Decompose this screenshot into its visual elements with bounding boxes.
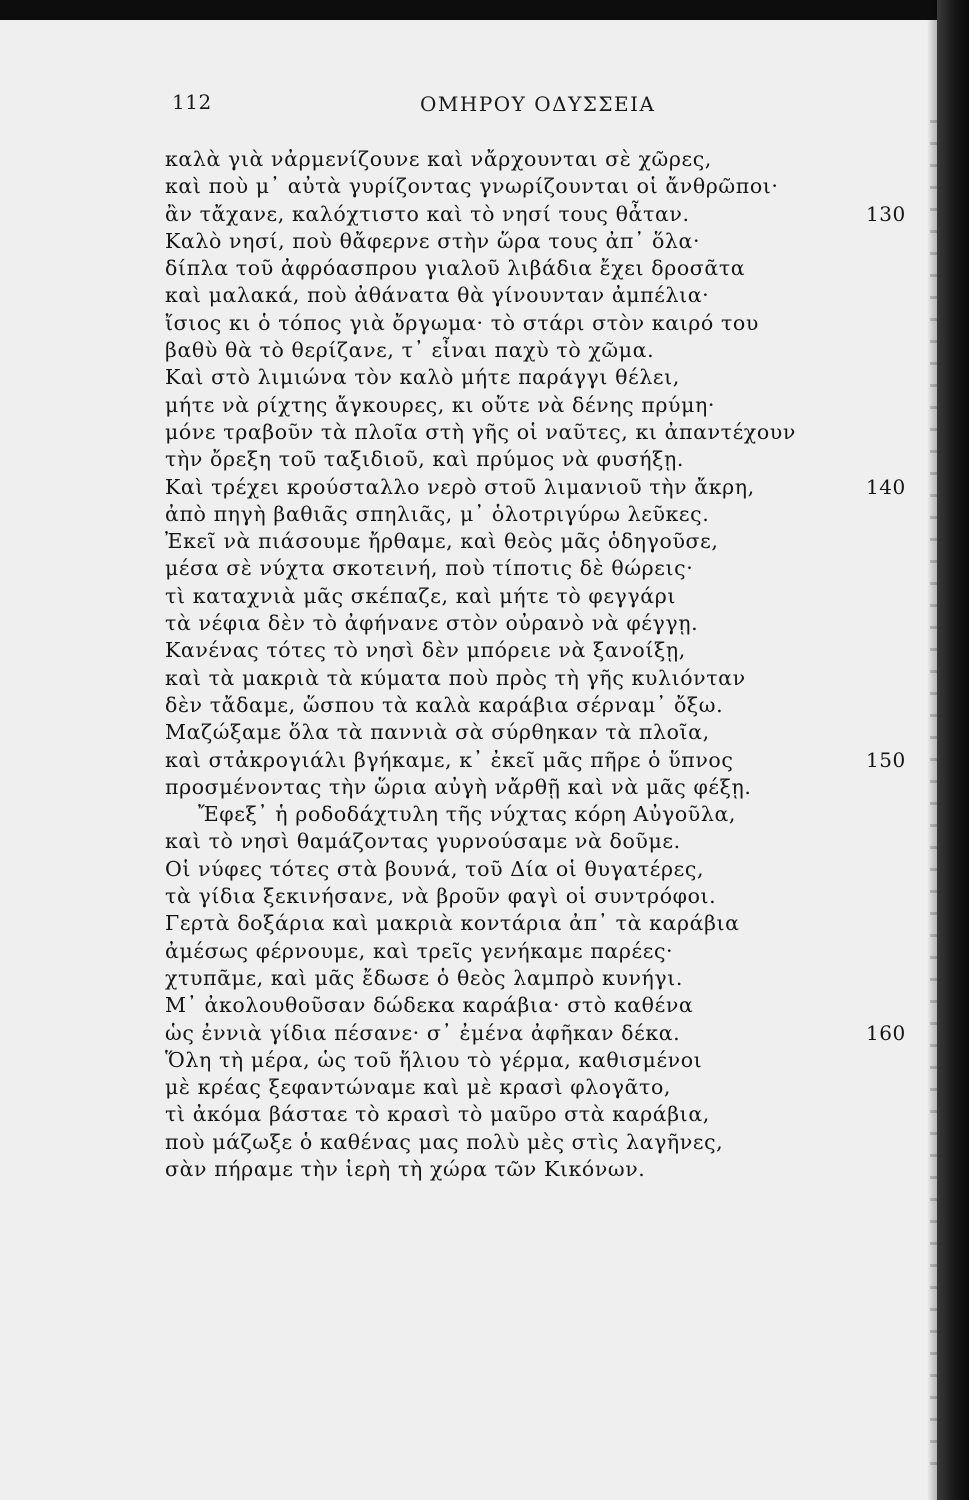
verse-line xyxy=(0,173,937,200)
verse-text: καὶ ποὺ μ᾿ αὐτὰ γυρίζοντας γνωρίζουνται οἱ ἄνθρῶποι· xyxy=(165,174,779,199)
verse-text: Γερτὰ δοξάρια καὶ μακριὰ κοντάρια ἀπ᾿ τὰ καράβια xyxy=(165,911,740,936)
verse-line xyxy=(0,201,937,228)
verse-text: Καλὸ νησί, ποὺ θἄφερνε στὴν ὥρα τους ἀπ᾿ ὅλα· xyxy=(165,228,701,253)
verse-line xyxy=(0,228,937,255)
line-number: 130 xyxy=(866,201,906,226)
verse-line xyxy=(0,828,937,855)
verse-list xyxy=(0,146,937,1183)
verse-text: τὴν ὄρεξη τοῦ ταξιδιοῦ, καὶ πρύμος νὰ φυσήξῃ. xyxy=(165,447,684,472)
verse-text: Ἐκεῖ νὰ πιάσουμε ἤρθαμε, καὶ θεὸς μᾶς ὁδηγοῦσε, xyxy=(165,529,719,554)
verse-text: Καὶ τρέχει κρούσταλλο νερὸ στοῦ λιμανιοῦ τὴν ἄκρη, xyxy=(165,474,755,499)
verse-line xyxy=(0,910,937,937)
verse-text: Ὅλη τὴ μέρα, ὡς τοῦ ἥλιου τὸ γέρμα, καθισμένοι xyxy=(165,1047,703,1072)
verse-line xyxy=(0,883,937,910)
verse-text: μέσα σὲ νύχτα σκοτεινή, ποὺ τίποτις δὲ θώρεις· xyxy=(165,556,694,581)
verse-line xyxy=(0,938,937,965)
verse-line xyxy=(0,719,937,746)
verse-text: τὶ καταχνιὰ μᾶς σκέπαζε, καὶ μήτε τὸ φεγγάρι xyxy=(165,583,676,608)
verse-line xyxy=(0,747,937,774)
line-number: 160 xyxy=(866,1020,906,1045)
verse-text: ἴσιος κι ὁ τόπος γιὰ ὄργωμα· τὸ στάρι στὸν καιρό του xyxy=(165,310,759,335)
verse-line xyxy=(0,965,937,992)
verse-text: ἀμέσως φέρνουμε, καὶ τρεῖς γενήκαμε παρέες· xyxy=(165,938,674,963)
verse-text: καὶ μαλακά, ποὺ ἀθάνατα θὰ γίνουνταν ἀμπέλια· xyxy=(165,283,710,308)
verse-text: Κανένας τότες τὸ νησὶ δὲν μπόρειε νὰ ξανοίξῃ, xyxy=(165,638,686,663)
page-number: 112 xyxy=(172,90,212,114)
verse-text: μόνε τραβοῦν τὰ πλοῖα στὴ γῆς οἱ ναῦτες, κι ἀπαντέχουν xyxy=(165,419,796,444)
verse-text: προσμένοντας τὴν ὥρια αὐγὴ νἄρθῇ καὶ νὰ μᾶς φέξῃ. xyxy=(165,774,752,799)
verse-line xyxy=(0,1047,937,1074)
verse-text: Οἱ νύφες τότες στὰ βουνά, τοῦ Δία οἱ θυγατέρες, xyxy=(165,856,705,881)
verse-text: καὶ τὰ μακριὰ τὰ κύματα ποὺ πρὸς τὴ γῆς κυλιόνταν xyxy=(165,665,746,690)
verse-text: σὰν πήραμε τὴν ἱερὴ τὴ χώρα τῶν Κικόνων. xyxy=(165,1156,646,1181)
verse-text: καὶ στἀκρογιάλι βγήκαμε, κ᾿ ἐκεῖ μᾶς πῆρε ὁ ὕπνος xyxy=(165,747,734,772)
verse-text: δίπλα τοῦ ἀφρόασπρου γιαλοῦ λιβάδια ἔχει δροσᾶτα xyxy=(165,256,746,281)
verse-text: βαθὺ θὰ τὸ θερίζανε, τ᾿ εἶναι παχὺ τὸ χῶμα. xyxy=(165,338,655,363)
verse-line xyxy=(0,282,937,309)
verse-line xyxy=(0,1020,937,1047)
verse-text: τὰ γίδια ξεκινήσανε, νὰ βροῦν φαγὶ οἱ συντρόφοι. xyxy=(165,884,717,909)
verse-line xyxy=(0,555,937,582)
verse-line xyxy=(0,992,937,1019)
verse-line xyxy=(0,392,937,419)
verse-text: Ἔφεξ᾿ ἡ ροδοδάχτυλη τῆς νύχτας κόρη Αὐγοῦλα, xyxy=(198,802,737,827)
scan-right-edge xyxy=(937,0,969,1500)
verse-line xyxy=(0,610,937,637)
verse-line xyxy=(0,1129,937,1156)
verse-line xyxy=(0,501,937,528)
verse-line xyxy=(0,337,937,364)
verse-line xyxy=(0,364,937,391)
verse-text: δὲν τἄδαμε, ὥσπου τὰ καλὰ καράβια σέρναμ᾿ ὄξω. xyxy=(165,692,724,717)
line-number: 150 xyxy=(866,747,906,772)
verse-line xyxy=(0,801,937,828)
scan-top-edge xyxy=(0,0,969,20)
verse-text: ἂν τἄχανε, καλόχτιστο καὶ τὸ νησί τους θἆταν. xyxy=(165,201,690,226)
verse-line xyxy=(0,255,937,282)
verse-line xyxy=(0,665,937,692)
verse-line xyxy=(0,146,937,173)
verse-line xyxy=(0,446,937,473)
verse-text: μὲ κρέας ξεφαντώναμε καὶ μὲ κρασὶ φλογᾶτο, xyxy=(165,1075,672,1100)
line-number: 140 xyxy=(866,474,906,499)
verse-line xyxy=(0,856,937,883)
verse-line xyxy=(0,774,937,801)
verse-line xyxy=(0,637,937,664)
verse-text: Μ᾿ ἀκολουθοῦσαν δώδεκα καράβια· στὸ καθένα xyxy=(165,993,694,1018)
verse-text: καλὰ γιὰ νἀρμενίζουνε καὶ νἄρχουνται σὲ χῶρες, xyxy=(165,147,712,171)
verse-line xyxy=(0,1101,937,1128)
verse-text: καὶ τὸ νησὶ θαμάζοντας γυρνούσαμε νὰ δοῦμε. xyxy=(165,829,681,854)
verse-line xyxy=(0,419,937,446)
verse-line xyxy=(0,310,937,337)
verse-line xyxy=(0,583,937,610)
verse-text: ὡς ἐννιὰ γίδια πέσανε· σ᾿ ἐμένα ἀφῆκαν δέκα. xyxy=(165,1020,681,1045)
running-title: ΟΜΗΡΟΥ ΟΔΥΣΣΕΙΑ xyxy=(420,92,656,116)
verse-text: μήτε νὰ ρίχτης ἄγκουρες, κι οὔτε νὰ δένης πρύμη· xyxy=(165,392,716,417)
verse-text: ποὺ μάζωξε ὁ καθένας μας πολὺ μὲς στὶς λαγῆνες, xyxy=(165,1129,724,1154)
verse-text: τὶ ἀκόμα βάσταε τὸ κρασὶ τὸ μαῦρο στὰ καράβια, xyxy=(165,1102,710,1127)
book-page xyxy=(0,20,937,1500)
verse-text: ἀπὸ πηγὴ βαθιᾶς σπηλιᾶς, μ᾿ ὁλοτριγύρω λεῦκες. xyxy=(165,501,710,526)
verse-text: Καὶ στὸ λιμιώνα τὸν καλὸ μήτε παράγγι θέλει, xyxy=(165,365,680,390)
verse-line xyxy=(0,474,937,501)
verse-text: Μαζώξαμε ὅλα τὰ παννιὰ σὰ σύρθηκαν τὰ πλοῖα, xyxy=(165,720,710,745)
verse-line xyxy=(0,1156,937,1183)
verse-line xyxy=(0,692,937,719)
verse-line xyxy=(0,528,937,555)
verse-text: τὰ νέφια δὲν τὸ ἀφήνανε στὸν οὐρανὸ νὰ φέγγῃ. xyxy=(165,611,699,636)
verse-line xyxy=(0,1074,937,1101)
page-gutter-shadow xyxy=(927,0,937,1500)
verse-text: χτυπᾶμε, καὶ μᾶς ἔδωσε ὁ θεὸς λαμπρὸ κυνήγι. xyxy=(165,965,684,990)
